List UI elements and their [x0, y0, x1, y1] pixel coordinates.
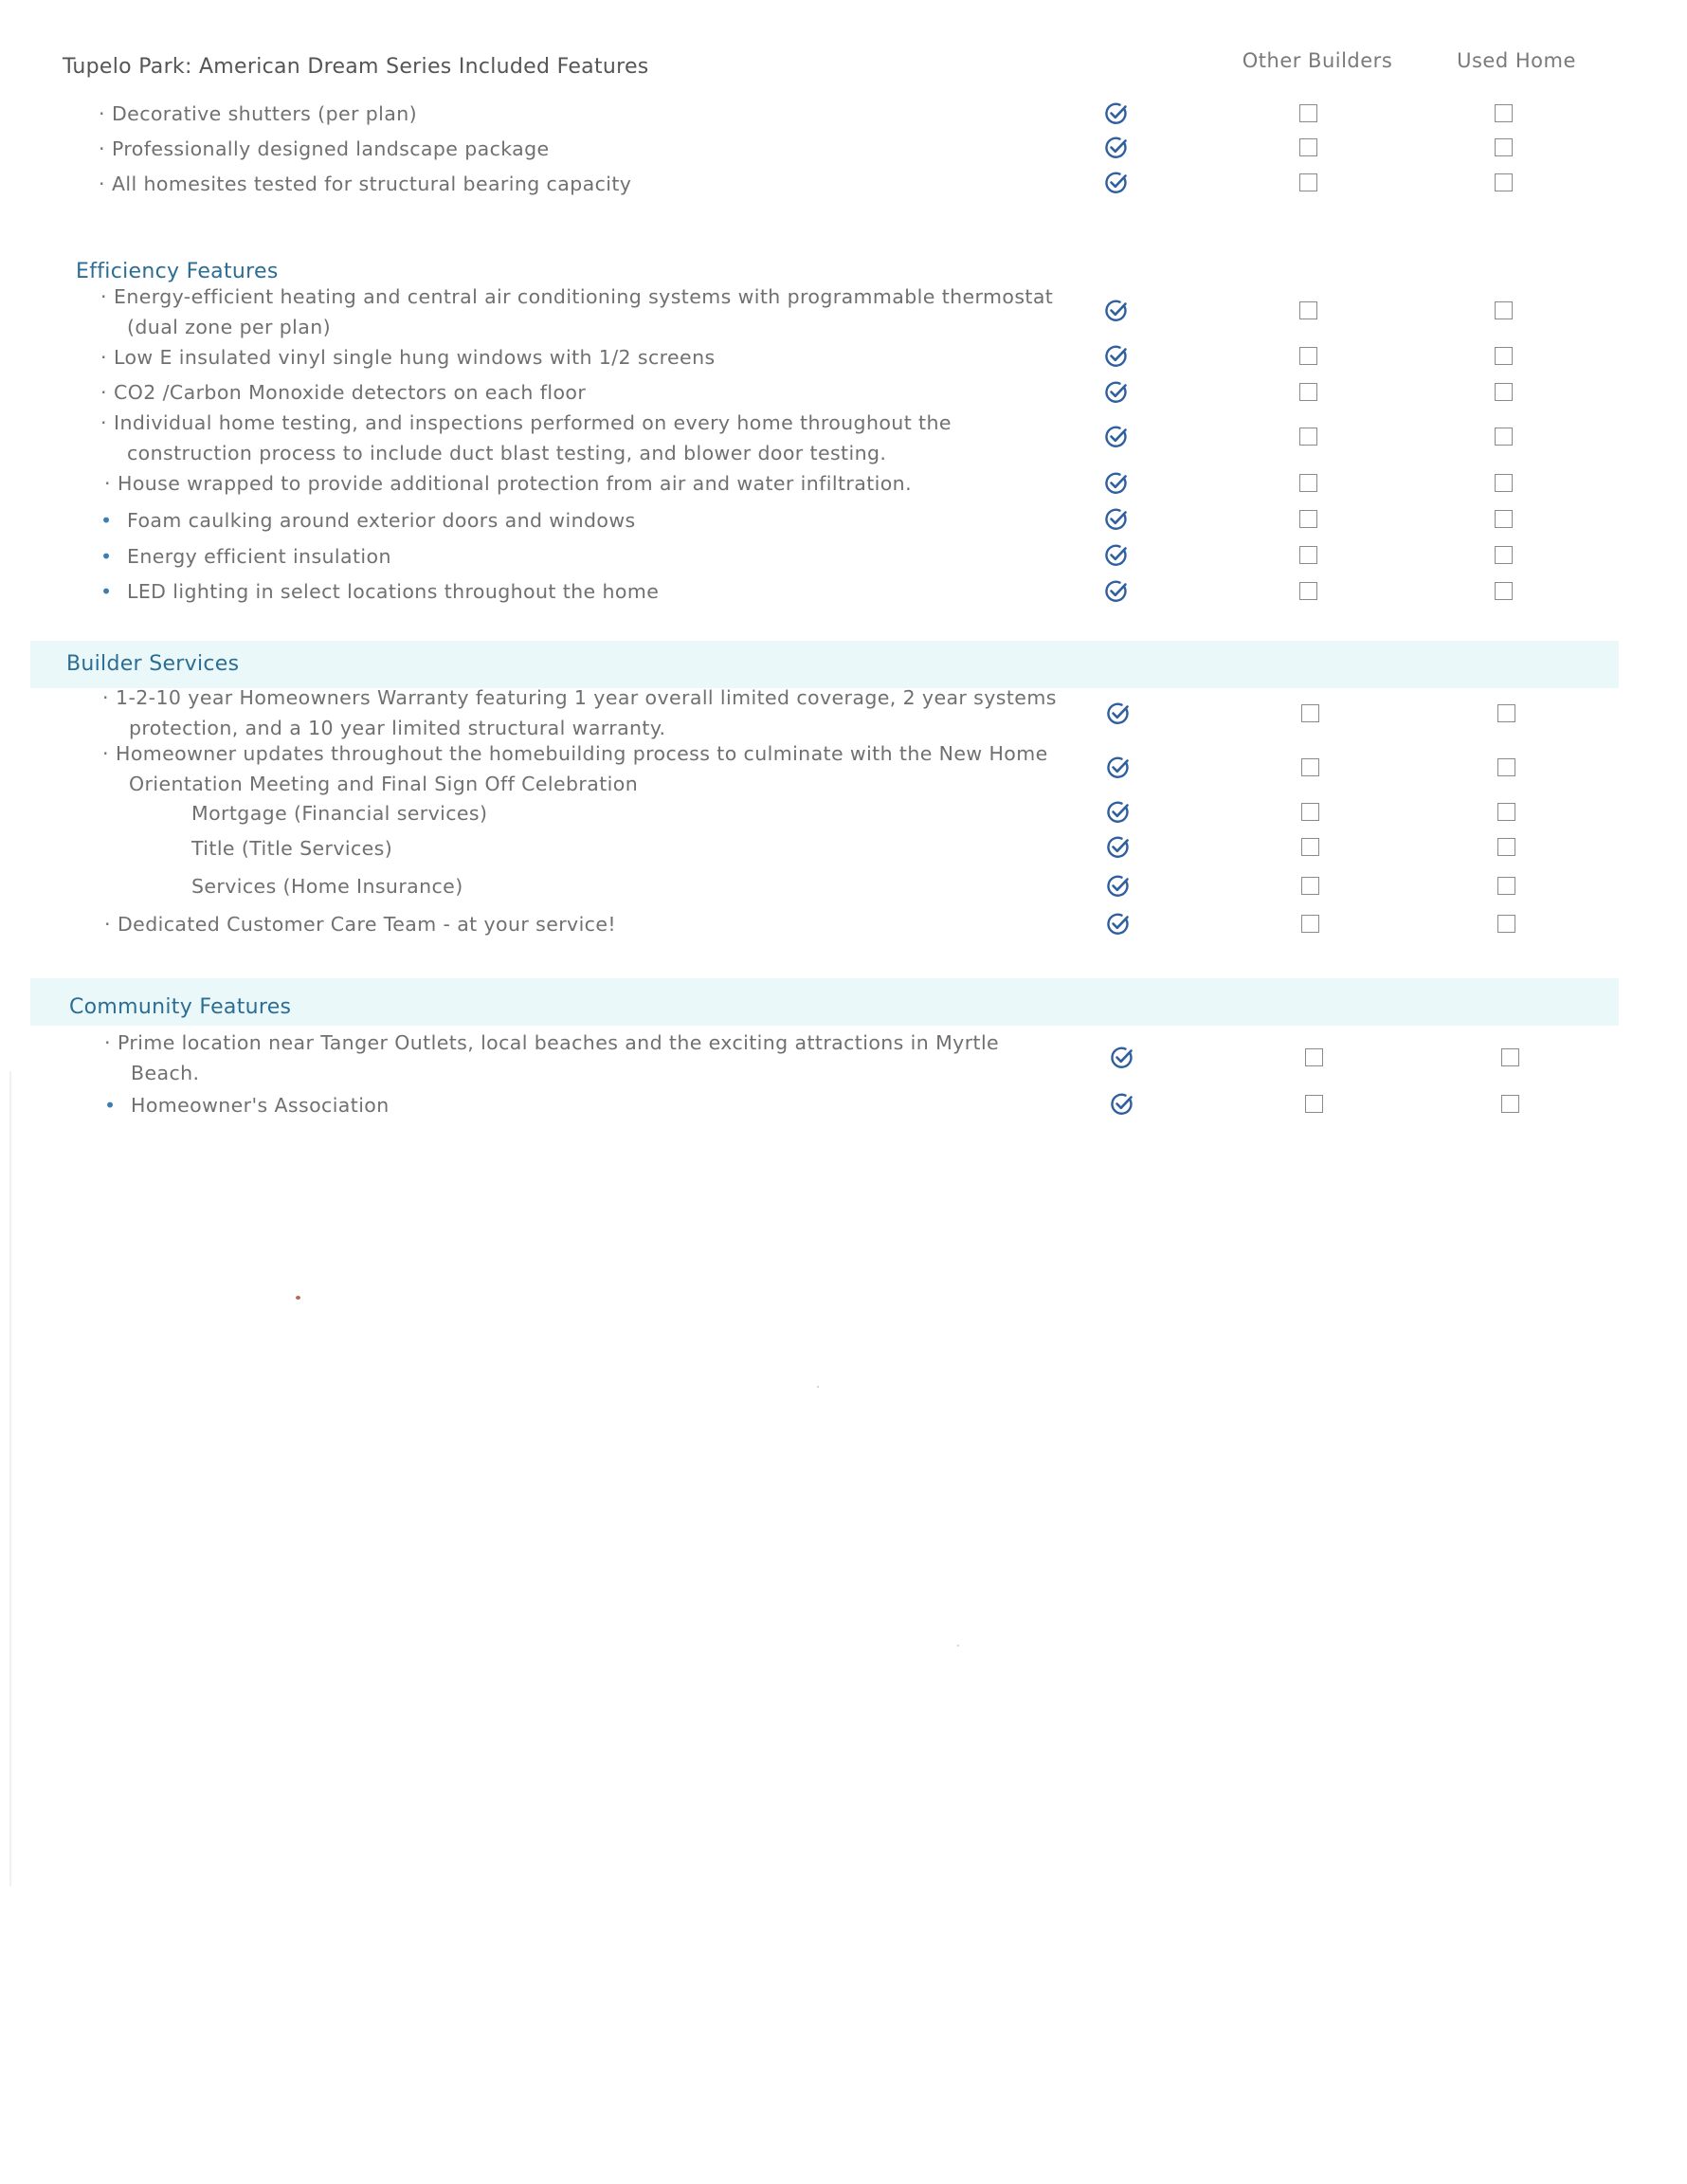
circle-check-icon — [1104, 299, 1129, 323]
feature-text-line — [100, 381, 586, 404]
feature-text — [191, 833, 392, 864]
used-home-checkbox[interactable] — [1497, 915, 1515, 933]
bullet-icon: • — [100, 580, 113, 603]
feature-label: Energy efficient insulation — [127, 545, 391, 568]
feature-text — [191, 871, 463, 901]
feature-label: Mortgage (Financial services) — [191, 802, 488, 825]
feature-text — [99, 169, 631, 199]
bullet-icon: · — [99, 173, 105, 195]
feature-label: Homeowner's Association — [131, 1094, 390, 1117]
feature-text-line — [100, 509, 636, 532]
other-builders-checkbox[interactable] — [1299, 383, 1317, 401]
feature-text — [104, 1090, 390, 1120]
feature-text — [102, 682, 1057, 743]
bullet-icon: · — [100, 411, 107, 434]
feature-text-line — [191, 837, 392, 860]
feature-text — [99, 99, 417, 129]
used-home-checkbox[interactable] — [1501, 1048, 1519, 1066]
other-builders-checkbox[interactable] — [1301, 915, 1319, 933]
used-home-checkbox[interactable] — [1495, 138, 1513, 156]
circle-check-icon — [1104, 380, 1129, 405]
used-home-checkbox[interactable] — [1495, 301, 1513, 319]
feature-label: Foam caulking around exterior doors and windows — [127, 509, 636, 532]
feature-text — [100, 505, 636, 536]
used-home-checkbox[interactable] — [1495, 173, 1513, 191]
other-builders-checkbox[interactable] — [1299, 474, 1317, 492]
feature-text-line — [102, 742, 1048, 765]
used-home-checkbox[interactable] — [1497, 704, 1515, 722]
scan-speck — [817, 1386, 819, 1388]
used-home-checkbox[interactable] — [1495, 582, 1513, 600]
feature-text-line: Orientation Meeting and Final Sign Off Celebration — [129, 773, 639, 795]
circle-check-icon — [1104, 507, 1129, 532]
other-builders-checkbox[interactable] — [1301, 758, 1319, 776]
bullet-icon: · — [104, 472, 111, 495]
feature-text-line: Beach. — [131, 1062, 200, 1084]
feature-text-line — [99, 173, 631, 195]
circle-check-icon — [1106, 874, 1131, 899]
other-builders-checkbox[interactable] — [1299, 428, 1317, 446]
feature-label: Professionally designed landscape package — [112, 137, 550, 160]
feature-text — [100, 408, 952, 468]
feature-text — [100, 541, 391, 572]
feature-text-line — [99, 137, 550, 160]
bullet-icon: • — [104, 1094, 117, 1117]
bullet-icon: · — [102, 742, 109, 765]
feature-text-line — [100, 285, 1053, 308]
bullet-icon: · — [99, 102, 105, 125]
used-home-checkbox[interactable] — [1495, 474, 1513, 492]
feature-label: Individual home testing, and inspections performed on every home throughout the — [114, 411, 952, 434]
circle-check-icon — [1104, 579, 1129, 604]
feature-text-line — [102, 686, 1057, 709]
section-band — [30, 641, 1619, 688]
scan-speck — [957, 1645, 959, 1647]
bullet-icon: · — [100, 285, 107, 308]
feature-text-line — [104, 913, 616, 936]
feature-label: LED lighting in select locations throughout the home — [127, 580, 660, 603]
circle-check-icon — [1104, 171, 1129, 195]
feature-text-line — [191, 875, 463, 898]
feature-text — [99, 134, 550, 164]
feature-label: Dedicated Customer Care Team - at your service! — [118, 913, 616, 936]
feature-text-line — [100, 346, 716, 369]
feature-text-line: construction process to include duct blast testing, and blower door testing. — [127, 442, 887, 464]
section-title: Efficiency Features — [76, 260, 279, 283]
circle-check-icon — [1106, 800, 1131, 825]
used-home-checkbox[interactable] — [1497, 803, 1515, 821]
other-builders-checkbox[interactable] — [1299, 173, 1317, 191]
circle-check-icon — [1106, 835, 1131, 860]
circle-check-icon — [1110, 1092, 1134, 1117]
circle-check-icon — [1106, 701, 1131, 726]
feature-label: CO2 /Carbon Monoxide detectors on each floor — [114, 381, 587, 404]
bullet-icon: • — [100, 509, 113, 532]
feature-text-line — [104, 1031, 999, 1054]
feature-text — [100, 342, 716, 373]
feature-text — [104, 909, 616, 939]
circle-check-icon — [1106, 755, 1131, 780]
other-builders-checkbox[interactable] — [1301, 838, 1319, 856]
feature-text — [191, 798, 487, 828]
other-builders-checkbox[interactable] — [1299, 510, 1317, 528]
feature-text — [100, 377, 586, 408]
used-home-checkbox[interactable] — [1495, 383, 1513, 401]
used-home-checkbox[interactable] — [1497, 838, 1515, 856]
bullet-icon: · — [102, 686, 109, 709]
used-home-checkbox[interactable] — [1495, 104, 1513, 122]
feature-label: Title (Title Services) — [191, 837, 393, 860]
bullet-icon: • — [100, 545, 113, 568]
other-builders-checkbox[interactable] — [1301, 704, 1319, 722]
scan-speck — [296, 1296, 300, 1300]
feature-text-line: protection, and a 10 year limited structural warranty. — [129, 717, 666, 739]
used-home-checkbox[interactable] — [1495, 546, 1513, 564]
other-builders-checkbox[interactable] — [1305, 1048, 1323, 1066]
feature-label: House wrapped to provide additional protection from air and water infiltration. — [118, 472, 912, 495]
other-builders-checkbox[interactable] — [1299, 104, 1317, 122]
feature-text — [104, 1028, 999, 1088]
used-home-checkbox[interactable] — [1495, 428, 1513, 446]
feature-text-line — [99, 102, 417, 125]
bullet-icon: · — [100, 381, 107, 404]
feature-label: Homeowner updates throughout the homebuilding process to culminate with the New Home — [116, 742, 1048, 765]
other-builders-checkbox[interactable] — [1299, 347, 1317, 365]
circle-check-icon — [1104, 425, 1129, 449]
feature-text-line — [100, 580, 659, 603]
feature-label: Prime location near Tanger Outlets, local beaches and the exciting attractions in Myrtle — [118, 1031, 1000, 1054]
feature-text-line — [100, 411, 952, 434]
feature-text-line — [104, 1094, 390, 1117]
feature-text-line — [191, 802, 487, 825]
other-builders-checkbox[interactable] — [1299, 138, 1317, 156]
bullet-icon: · — [99, 137, 105, 160]
other-builders-checkbox[interactable] — [1301, 877, 1319, 895]
scan-edge-line — [9, 1071, 11, 1886]
circle-check-icon — [1104, 136, 1129, 160]
section-title: Tupelo Park: American Dream Series Included Features — [63, 55, 649, 79]
section-title: Community Features — [69, 995, 292, 1019]
used-home-checkbox[interactable] — [1495, 510, 1513, 528]
feature-label: 1-2-10 year Homeowners Warranty featuring 1 year overall limited coverage, 2 year systems — [116, 686, 1057, 709]
circle-check-icon — [1106, 912, 1131, 937]
circle-check-icon — [1104, 101, 1129, 126]
circle-check-icon — [1104, 543, 1129, 568]
used-home-checkbox[interactable] — [1497, 758, 1515, 776]
other-builders-checkbox[interactable] — [1299, 582, 1317, 600]
other-builders-checkbox[interactable] — [1301, 803, 1319, 821]
feature-text — [100, 282, 1053, 342]
feature-text-line — [100, 545, 391, 568]
used-home-checkbox[interactable] — [1501, 1095, 1519, 1113]
feature-text-line — [104, 472, 912, 495]
section-title: Builder Services — [66, 652, 240, 676]
other-builders-checkbox[interactable] — [1299, 546, 1317, 564]
used-home-checkbox[interactable] — [1497, 877, 1515, 895]
feature-label: All homesites tested for structural bearing capacity — [112, 173, 632, 195]
feature-label: Low E insulated vinyl single hung windows with 1/2 screens — [114, 346, 716, 369]
feature-text-line: (dual zone per plan) — [127, 316, 332, 338]
circle-check-icon — [1104, 471, 1129, 496]
used-home-checkbox[interactable] — [1495, 347, 1513, 365]
feature-text — [102, 738, 1048, 799]
bullet-icon: · — [104, 1031, 111, 1054]
other-builders-checkbox[interactable] — [1305, 1095, 1323, 1113]
other-builders-checkbox[interactable] — [1299, 301, 1317, 319]
circle-check-icon — [1104, 344, 1129, 369]
column-header-other-builders: Other Builders — [1242, 49, 1393, 72]
bullet-icon: · — [100, 346, 107, 369]
bullet-icon: · — [104, 913, 111, 936]
feature-text — [100, 576, 659, 607]
feature-label: Services (Home Insurance) — [191, 875, 463, 898]
feature-text — [104, 468, 912, 499]
column-header-used-home: Used Home — [1457, 49, 1576, 72]
circle-check-icon — [1110, 1046, 1134, 1070]
feature-label: Energy-efficient heating and central air conditioning systems with programmable thermostat — [114, 285, 1054, 308]
feature-label: Decorative shutters (per plan) — [112, 102, 418, 125]
